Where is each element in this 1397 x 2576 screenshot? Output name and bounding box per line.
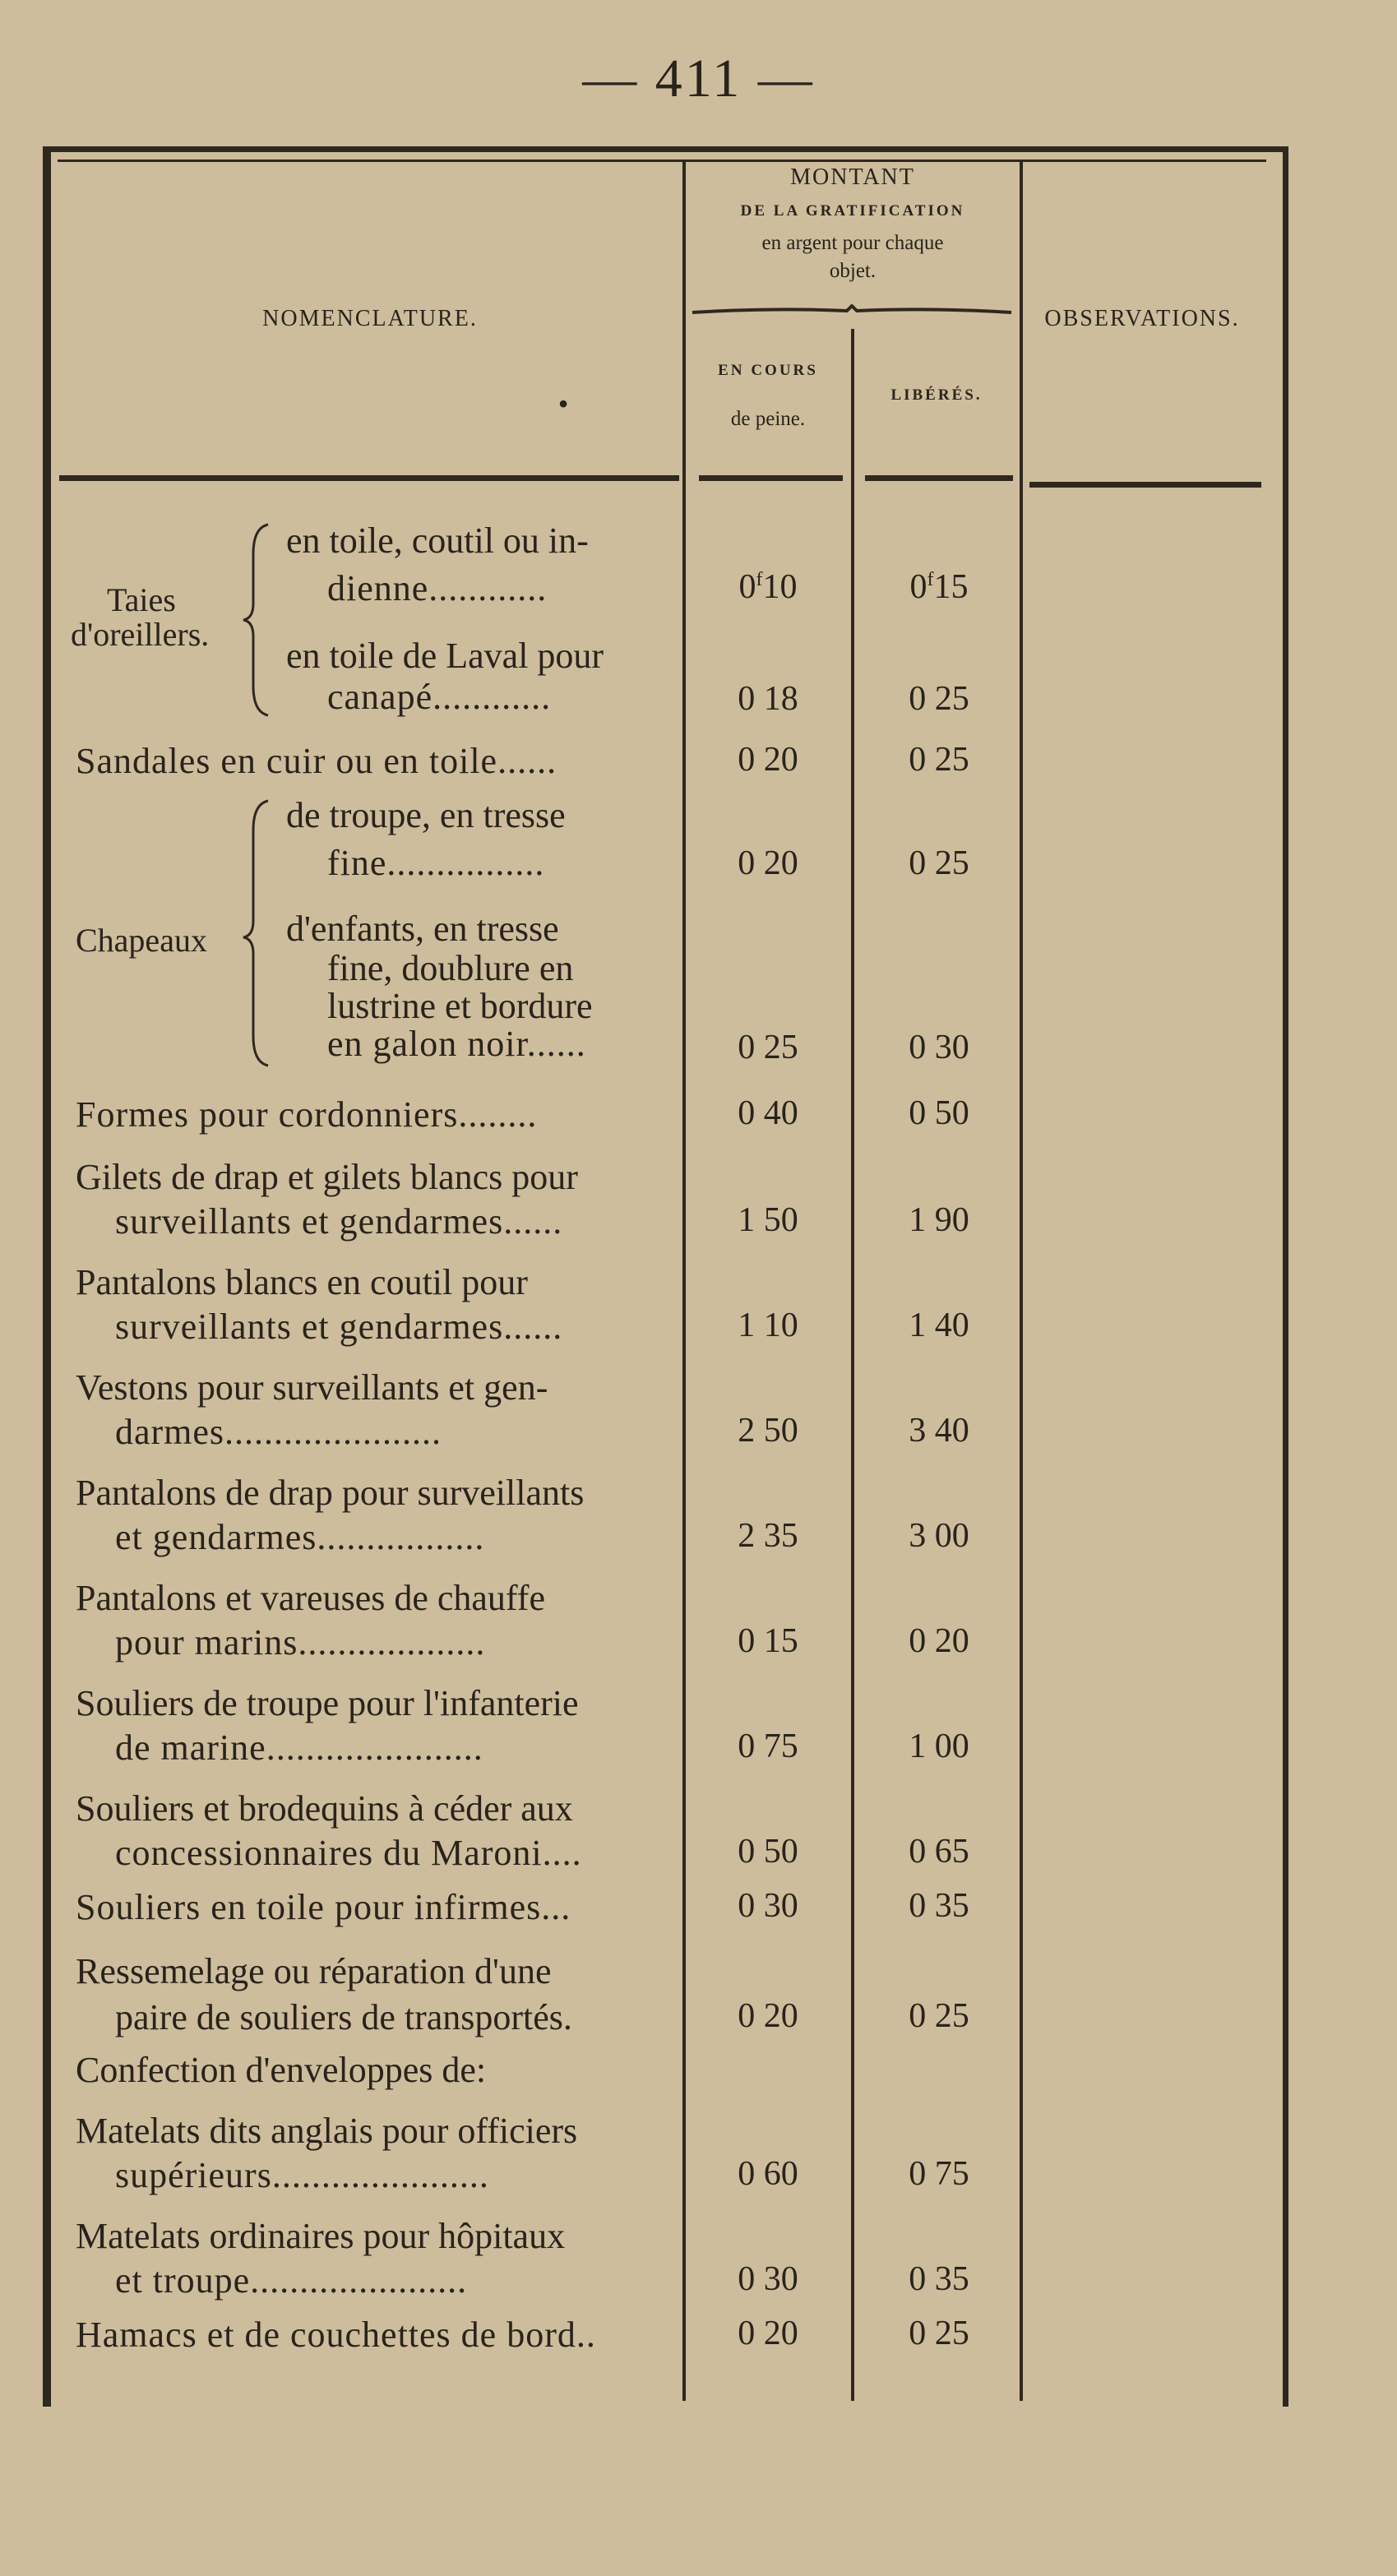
- row-9-liberes: 3 40: [909, 1412, 969, 1450]
- header-rule-2: [699, 475, 843, 481]
- row-8-en-cours: 1 10: [738, 1306, 798, 1344]
- header-en-cours: EN COURS: [718, 362, 818, 379]
- row-18-liberes: 0 35: [909, 2260, 969, 2298]
- row-18-en-cours: 0 30: [738, 2260, 798, 2298]
- row-11-en-cours: 0 15: [738, 1622, 798, 1660]
- col-line-2: [851, 329, 854, 2401]
- row-9-en-cours: 2 50: [738, 1412, 798, 1450]
- row-6-liberes: 0 50: [909, 1094, 969, 1132]
- row-8-liberes: 1 40: [909, 1306, 969, 1344]
- header-de-peine: de peine.: [730, 408, 806, 430]
- row-10-liberes: 3 00: [909, 1517, 969, 1555]
- row-5-line-1: d'enfants, en tresse: [286, 909, 559, 949]
- row-6-line-1: Formes pour cordonniers........: [76, 1094, 538, 1135]
- row-1-en-cours: 0$^f$10: [738, 568, 798, 606]
- row-2-line-2: canapé............: [327, 677, 552, 717]
- row-13-en-cours: 0 50: [738, 1833, 798, 1871]
- row-8-line-1: Pantalons blancs en coutil pour: [76, 1262, 528, 1302]
- header-rule-1: [59, 475, 679, 481]
- row-13-line-2: concessionnaires du Maroni....: [115, 1833, 582, 1873]
- row-15-en-cours: 0 20: [738, 1997, 798, 2035]
- row-4-line-1: de troupe, en tresse: [286, 795, 566, 835]
- row-12-liberes: 1 00: [909, 1727, 969, 1765]
- header-en-argent: en argent pour chaque: [761, 232, 944, 254]
- row-17-line-1: Matelats dits anglais pour officiers: [76, 2111, 578, 2151]
- col-line-3: [1020, 161, 1023, 2401]
- row-2-en-cours: 0 18: [738, 680, 798, 718]
- row-11-liberes: 0 20: [909, 1622, 969, 1660]
- row-15-line-1: Ressemelage ou réparation d'une: [76, 1951, 552, 1991]
- row-9-line-2: darmes......................: [115, 1412, 442, 1452]
- row-14-en-cours: 0 30: [738, 1887, 798, 1925]
- row-12-line-2: de marine......................: [115, 1727, 483, 1768]
- row-10-line-1: Pantalons de drap pour surveillants: [76, 1473, 585, 1513]
- row-16-line-1: Confection d'enveloppes de:: [76, 2050, 487, 2090]
- brace-chapeaux: [240, 798, 273, 1069]
- row-12-line-1: Souliers de troupe pour l'infanterie: [76, 1683, 579, 1723]
- header-observations: OBSERVATIONS.: [1044, 306, 1240, 331]
- row-5-en-cours: 0 25: [738, 1029, 798, 1066]
- row-5-line-4: en galon noir......: [327, 1024, 586, 1064]
- row-7-en-cours: 1 50: [738, 1201, 798, 1239]
- row-5-line-2: fine, doublure en: [327, 948, 574, 988]
- row-7-line-2: surveillants et gendarmes......: [115, 1201, 563, 1242]
- header-bullet: •: [557, 387, 569, 420]
- row-15-liberes: 0 25: [909, 1997, 969, 2035]
- header-gratification: DE LA GRATIFICATION: [740, 202, 965, 220]
- row-17-liberes: 0 75: [909, 2155, 969, 2193]
- row-5-liberes: 0 30: [909, 1029, 969, 1066]
- page-number: — 411 —: [582, 49, 815, 109]
- group-label-oreillers: d'oreillers.: [71, 616, 210, 653]
- row-11-line-2: pour marins...................: [115, 1622, 486, 1663]
- row-4-en-cours: 0 20: [738, 844, 798, 882]
- row-1-line-2: dienne............: [327, 568, 548, 608]
- row-2-liberes: 0 25: [909, 680, 969, 718]
- header-objet: objet.: [829, 260, 877, 282]
- top-rule: [58, 160, 1266, 162]
- header-rule-4: [1029, 482, 1261, 488]
- brace-taies: [240, 521, 273, 719]
- row-17-line-2: supérieurs......................: [115, 2155, 489, 2195]
- row-18-line-1: Matelats ordinaires pour hôpitaux: [76, 2216, 566, 2256]
- row-19-en-cours: 0 20: [738, 2315, 798, 2352]
- row-12-en-cours: 0 75: [738, 1727, 798, 1765]
- row-3-liberes: 0 25: [909, 741, 969, 779]
- row-17-en-cours: 0 60: [738, 2155, 798, 2193]
- row-10-en-cours: 2 35: [738, 1517, 798, 1555]
- row-14-line-1: Souliers en toile pour infirmes...: [76, 1887, 571, 1927]
- row-11-line-1: Pantalons et vareuses de chauffe: [76, 1578, 545, 1618]
- header-rule-3: [865, 475, 1013, 481]
- row-7-line-1: Gilets de drap et gilets blancs pour: [76, 1157, 578, 1197]
- header-montant: MONTANT: [790, 164, 915, 190]
- row-14-liberes: 0 35: [909, 1887, 969, 1925]
- row-6-en-cours: 0 40: [738, 1094, 798, 1132]
- row-4-line-2: fine................: [327, 843, 545, 883]
- row-19-liberes: 0 25: [909, 2315, 969, 2352]
- header-brace-rule: [691, 304, 1013, 317]
- row-8-line-2: surveillants et gendarmes......: [115, 1306, 563, 1347]
- header-liberes: LIBÉRÉS.: [890, 386, 983, 404]
- row-4-liberes: 0 25: [909, 844, 969, 882]
- row-10-line-2: et gendarmes.................: [115, 1517, 485, 1557]
- group-label-chapeaux: Chapeaux: [76, 922, 207, 959]
- row-3-en-cours: 0 20: [738, 741, 798, 779]
- row-9-line-1: Vestons pour surveillants et gen-: [76, 1367, 548, 1408]
- row-13-liberes: 0 65: [909, 1833, 969, 1871]
- row-2-line-1: en toile de Laval pour: [286, 636, 604, 676]
- row-18-line-2: et troupe......................: [115, 2260, 468, 2301]
- col-line-1: [682, 161, 686, 2401]
- group-label-taies: Taies: [107, 581, 176, 618]
- row-1-line-1: en toile, coutil ou in-: [286, 520, 589, 561]
- row-3-line-1: Sandales en cuir ou en toile......: [76, 741, 557, 781]
- header-nomenclature: NOMENCLATURE.: [262, 306, 478, 331]
- row-19-line-1: Hamacs et de couchettes de bord..: [76, 2315, 596, 2355]
- row-13-line-1: Souliers et brodequins à céder aux: [76, 1788, 573, 1829]
- row-5-line-3: lustrine et bordure: [327, 986, 593, 1026]
- row-15-line-2: paire de souliers de transportés.: [115, 1997, 572, 2037]
- row-7-liberes: 1 90: [909, 1201, 969, 1239]
- row-1-liberes: 0$^f$15: [909, 568, 969, 606]
